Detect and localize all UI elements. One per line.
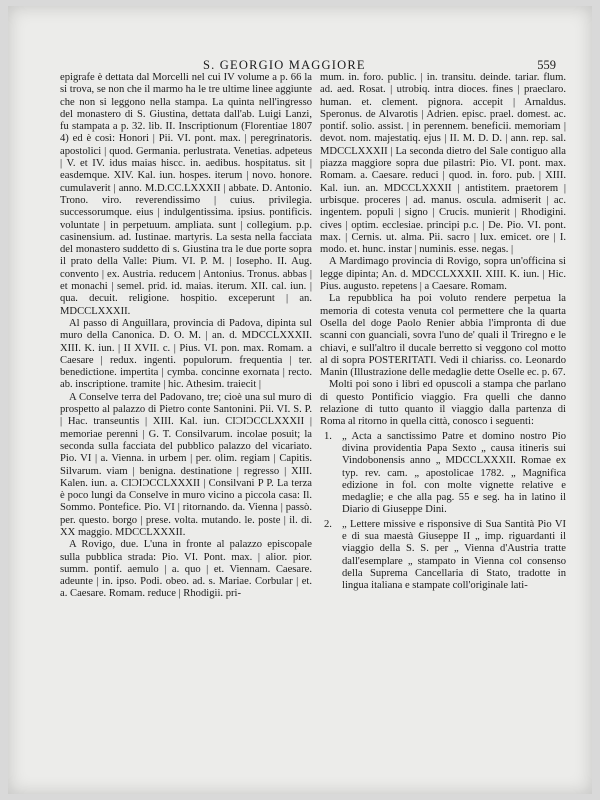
paragraph: La repubblica ha poi voluto rendere perpetua la memoria di cotesta venuta col permettere che la quarta Osella del doge Paolo Renier abbia l'impronta di due scanni con guanciali, sovra l'uno de' quali il Triregno e le chiavi, e sull'altro il ducale berretto si veggono col motto al di sopra POSTERITATI. Vedi il chiariss. co. Leonardo Manin (Illustrazione delle medaglie dette Oselle ec. p. 67. <box>320 293 566 379</box>
list-item-text: „ Acta a sanctissimo Patre et domino nostro Pio divina providentia Papa Sexto „ causa itineris sui Vindobonensis anno „ MDCCLXXXII. Romae ex typ. rev. cam. „ apostolicae 1782. „ Magnifica edizione in fol. con molte vignette relative e medaglie; e che alla pag. 55 e seg. ha in latino il Diario di Giuseppe Dini. <box>342 430 566 516</box>
list-item-text: „ Lettere missive e risponsive di Sua Santità Pio VI e di sua maestà Giuseppe II „ imp. riguardanti il viaggio della S. S. per „ Vienna d'Austria tratte dall'esemplare „ stampato in Vienna col consenso della Suprema Cancellaria di Stato, tradotte in lingua italiana e stampate coll'originale lati- <box>342 518 566 592</box>
running-title: S. GEORGIO MAGGIORE <box>203 58 366 72</box>
paragraph: epigrafe è dettata dal Morcelli nel cui IV volume a p. 66 la si trova, se non che il marmo ha le tre ultime linee aggiunte che non si leggono nella stampa. La quinta nell'ingresso del monastero di S. Giustina, dettata dall'ab. Luigi Lanzi, fu stampata a p. 32. lib. II. Inscriptionum (Florentiae 1807 4) ed è così: Honori | Pii. VI. pont. max. | peregrinatoris. apostolici | quod. Germania. perlustrata. Venetias. adpeteus | V. et IV. idus maias hiscc. in. aedibus. hospitatus. sit | easdemque. XIV. Kal. iun. hospes. iterum | novo. honore. cumulaverit | anno. M.D.CC.LXXXII | abbate. D. Antonio. Trono. viro. reverendissimo | cuius. privilegia. successorumque. eius | indulgentissima. ipsius. pontificis. voluntate | in perpetuum. ampliata. sunt | collegium. p.p. casinensium. ad. Iustinae. martyris. La sesta nella facciata del monastero suddetto di s. Giustina tra le due porte sopra il prato della Valle: Pium. VI. P. M. | Iosepho. II. Aug. convento | ex. Austria. reducem | Antonius. Tronus. abbas | et monachi | semel. prid. id. maias. iterum. XII. cal. iun. | qua. decuit. religione. hospitio. exceperunt | an. MDCCLXXXII. <box>60 72 312 317</box>
paragraph: A Rovigo, due. L'una in fronte al palazzo episcopale sulla pubblica strada: Pio. VI. Pont. max. | alior. pior. summ. pontif. aemulo | a. quo | et. Viennam. Caesare. adeunte | in. ipso. Podi. obeo. ad. s. Mariae. Corbular | et. a. Caesare. Romam. reduce | Rhodigii. pri- <box>60 539 312 600</box>
paragraph: Molti poi sono i libri ed opuscoli a stampa che parlano di questo Pontificio viaggio. Fra quelli che danno relazione di tutto quanto il viaggio dalla partenza di Roma al ritorno in quella città, conosco i seguenti: <box>320 379 566 428</box>
paragraph: A Mardimago provincia di Rovigo, sopra un'officina si legge dipinta; An. d. MDCCLXXXII. XIII. K. iun. | Hic. Pius. augusto. repetens | a Caesare. Romam. <box>320 256 566 293</box>
list-item <box>320 431 566 517</box>
paragraph: mum. in. foro. public. | in. transitu. deinde. tariar. flum. ad. aed. Rosat. | utrobiq. intra dioces. fines | praeclaro. human. et. clement. pignora. accepit | Arnaldus. Speronus. de Alvarotis | Adrien. episc. prael. domest. ac. pontif. solio. assist. | in perennem. beneficii. memoriam | devot. nom. majestatiq. ejus | II. M. D. D. | ann. rep. sal. MDCCLXXXII | La seconda dietro del Sale contiguo alla piazza maggiore sopra due pilastri: Pio. VI. pont. max. Romam. a. Caesare. reduci | quod. in. foro. pub. | XIII. Kal. iun. an. MDCCLXXXII | antistitem. praetorem | urbisque. proceres | ad. manus. oscula. admiserit | ac. ingentem. populi | signo | Crucis. munierit | Rhodigini. cives | optim. ecclesiae. principi p.c. | De. Pio. VI. pont. max. | Cernis. ut. alma. Pii. sacro | lux. emicet. ore | I. modo. et. hunc. instar | numinis. esse. negas. | <box>320 72 566 256</box>
right-column <box>320 72 566 592</box>
list-item-number: 1. <box>324 430 332 442</box>
list-item-number: 2. <box>324 518 332 530</box>
paragraph: A Conselve terra del Padovano, tre; cioè una sul muro di prospetto al palazzo di Pietro conte Santonini. Pii. VI. S. P. | Hac. transeuntis | XIII. Kal. iun. CIƆIƆCCLXXXII | memoriae perenni | G. T. Consilvarum. incolae posuit; la seconda sulla facciata del pubblico palazzo del vicariato. Pio. VI | a. Vienna. in urbem | per. olim. regiam | Capitis. Silvarum. viam | benigna. destinatione | regresso | XIII. Kalen. iun. a. CIƆIƆCCLXXXII | Consilvani P P. La terza è poco lungi da Conselve in muro vicino a piccola casa: Il. Sommo. Pontefice. Pio. VI | ritornando. da. Vienna | passò. per. questo. borgo | prese. volta. mutando. le. poste | il. di. XX maggio. MDCCLXXXII. <box>60 391 312 538</box>
page-number: 559 <box>537 58 556 72</box>
paragraph: Al passo di Anguillara, provincia di Padova, dipinta sul muro della Canonica. D. O. M. | an. d. MDCCLXXXII. XIII. K. iun. | II XVII. c. | Pius. VI. pon. max. Romam. a Caesare | redux. ingenti. populorum. frequentia | ter. benedictione. impertita | cymba. concinne exornata | recto. ab. inscriptione. tramite | hic. Athesim. traiecit | <box>60 317 312 391</box>
left-column <box>60 72 312 601</box>
list-item <box>320 519 566 593</box>
book-page <box>8 6 592 794</box>
